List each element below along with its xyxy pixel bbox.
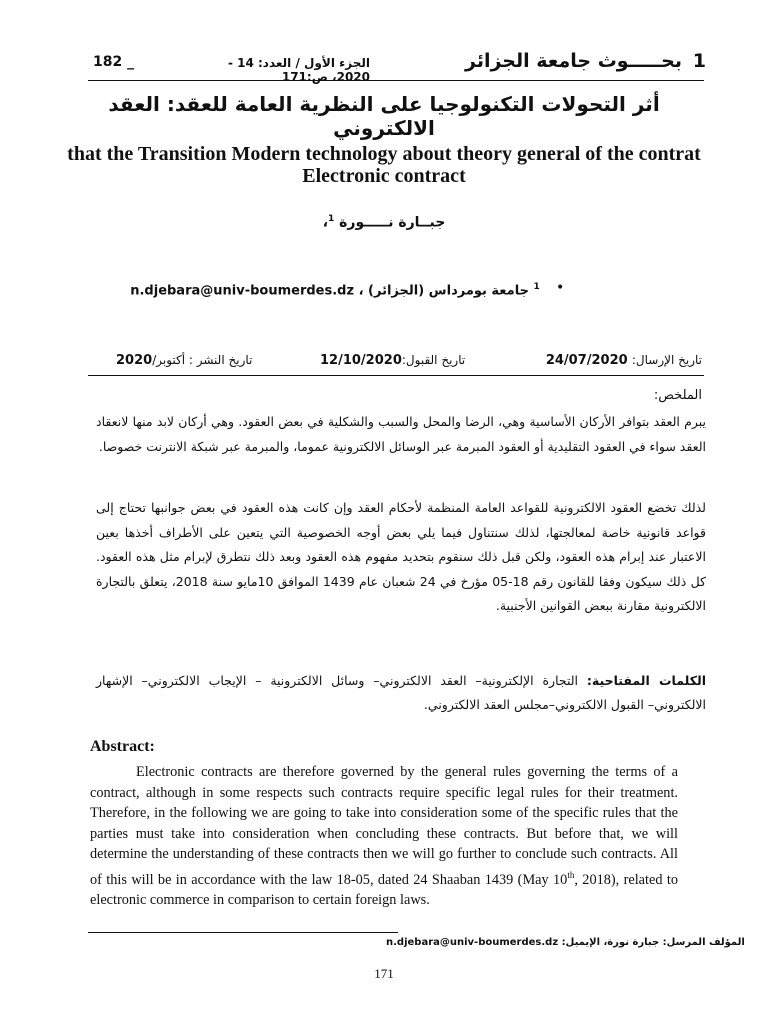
abstract-english-sup: th	[567, 869, 575, 880]
bullet-icon: •	[556, 280, 565, 296]
dates-rule	[88, 375, 704, 376]
author	[0, 214, 768, 231]
abstract-arabic-paragraph-1: يبرم العقد بتوافر الأركان الأساسية وهي، الرضا والمحل والسبب والشكلية في بعض العقود. وهي أركان لابد منها لانعقاد العقد سواء في العقود التقليدية أو العقود المبرمة عبر الوسائل الالكترونية عموما، والمبرمة عبر شبكة الانترنت خصوصا.	[96, 414, 706, 454]
date-accepted-value: 12/10/2020	[320, 353, 402, 368]
date-accepted-label: تاريخ القبول:	[401, 353, 466, 367]
header-rule	[88, 80, 704, 81]
abstract-english-text-1: Electronic contracts are therefore governed by the general rules governing the terms of a contract, although in some respects such contracts require specific legal rules for their treatment. Therefore, in the following we are going to take into consideration some of the specific rules that the parties must take into consideration when concluding these contracts. But before that, we will determine the understanding of these contracts then we will go further to conclude such contracts. All of this will be in accordance with the law 18-05, dated 24 Shaaban 1439 (May 10	[90, 764, 678, 888]
footnote-email[interactable]: n.djebara@univ-boumerdes.dz	[386, 937, 559, 948]
author-suffix: ،	[322, 214, 329, 231]
keywords-label: الكلمات المفتاحية:	[586, 673, 706, 688]
pages-end: 182 _	[93, 54, 135, 70]
title-english: that the Transition Modern technology about theory general of the contrat Electronic contract	[67, 143, 701, 187]
author-sup: 1	[328, 214, 335, 224]
footnote-label: المؤلف المرسل: جبارة نورة، الإيميل:	[561, 937, 745, 948]
author-name: جبــارة نـــــورة	[339, 214, 446, 231]
abstract-arabic-paragraph-2: لذلك تخضع العقود الالكترونية للقواعد العامة المنظمة لأحكام العقد وإن كانت هذه العقود في بعض جوانبها تحتاج إلى قواعد قانونية خاصة لمعالجتها، لذلك سنتناول فيما يلي بعض أوجه الخصوصية التي يتعين على الأطراف أخذها بعين الاعتبار عند إبرام هذه العقود، ولكن قبل ذلك سنقوم بتحديد مفهوم هذه العقود وبعد ذلك نتطرق لإبرام مثل هذه العقود. كل ذلك سيكون وفقا للقانون رقم 18-05 مؤرخ في 24 شعبان عام 1439 الموافق 10مايو سنة 2018، يتعلق بالتجارة الالكترونية مقارنة ببعض القوانين الأجنبية.	[96, 500, 706, 613]
affiliation	[100, 282, 570, 298]
date-sent-value: 24/07/2020	[545, 353, 628, 368]
abstract-english-paragraph	[90, 762, 678, 910]
keywords-arabic	[96, 669, 706, 717]
footnote	[386, 937, 745, 948]
issue-info: الجزء الأول / العدد: 14 - 2020، ص:171	[227, 56, 370, 84]
page-number: 171	[374, 966, 394, 981]
journal-name: بحـــــوث جامعة الجزائر	[465, 50, 682, 72]
keywords-text: التجارة الإلكترونية– العقد الالكتروني– وسائل الالكترونية – الإيجاب الالكتروني– الإشهار الالكتروني– القبول الالكتروني–مجلس العقد الالكتروني.	[96, 673, 706, 712]
abstract-english-label: Abstract:	[90, 738, 155, 755]
affiliation-sup: 1	[533, 282, 540, 292]
title-arabic: أثر التحولات التكنولوجيا على النظرية العامة للعقد: العقد الالكتروني	[108, 92, 660, 140]
date-sent	[546, 353, 702, 368]
date-accepted	[320, 353, 465, 368]
footnote-rule	[88, 932, 398, 933]
date-published-value: 2020	[116, 353, 153, 368]
date-published-label: تاريخ النشر : أكتوبر/	[152, 353, 253, 367]
date-sent-label: تاريخ الإرسال:	[631, 353, 702, 367]
date-published	[116, 353, 252, 368]
affiliation-email[interactable]: n.djebara@univ-boumerdes.dz	[130, 283, 355, 299]
abstract-arabic-label: الملخص:	[653, 388, 702, 403]
journal-number: 1	[692, 50, 706, 72]
abstract-english-text-2: , 2018), related to electronic commerce in comparison to certain foreign laws.	[90, 871, 678, 908]
affiliation-university: جامعة بومرداس (الجزائر) ،	[358, 283, 529, 299]
